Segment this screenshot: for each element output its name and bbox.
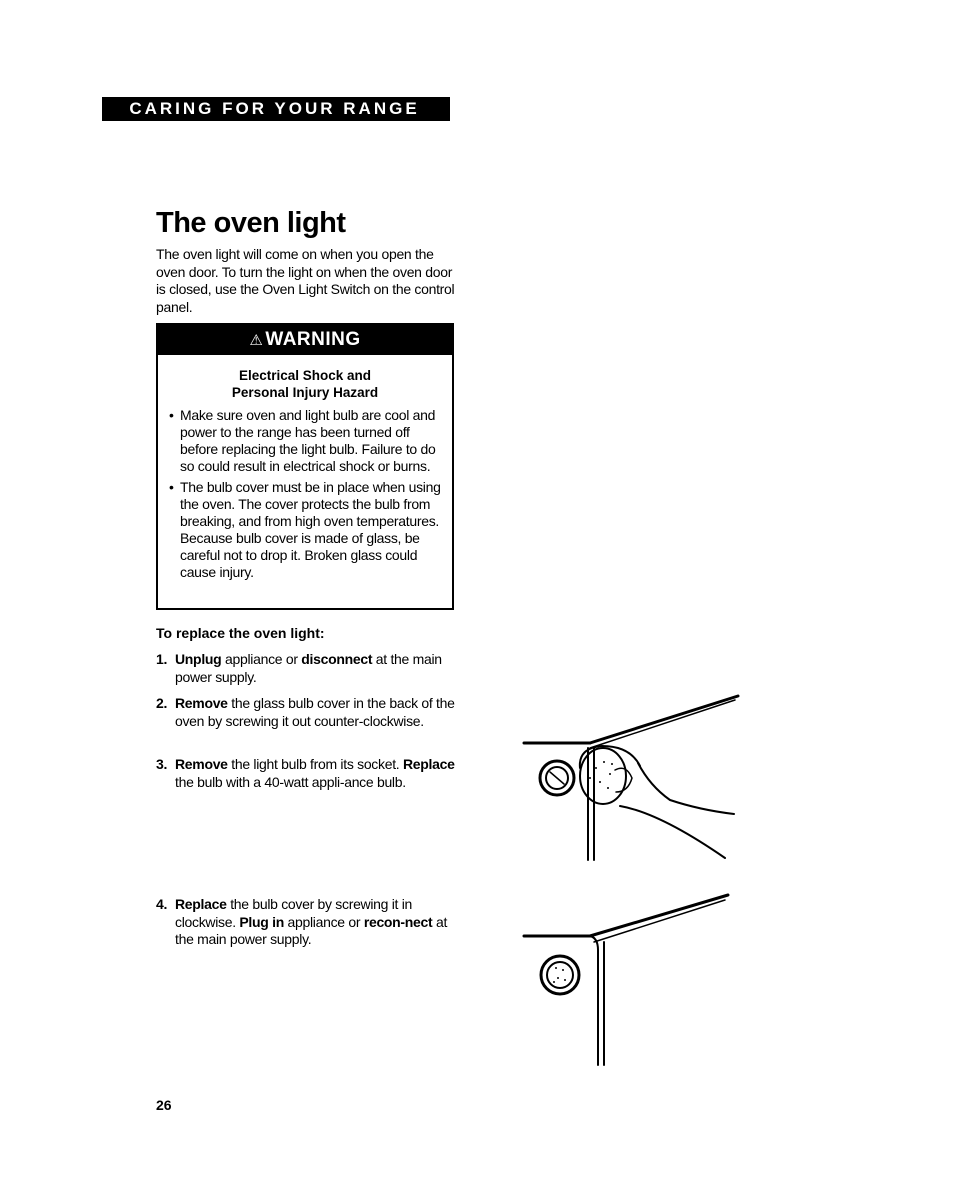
step-item [156, 756, 456, 791]
page-number: 26 [156, 1097, 172, 1113]
warning-label: WARNING [265, 329, 361, 350]
warning-item [168, 479, 444, 581]
install-bulb-illustration [520, 890, 735, 1070]
step-number: 1. [156, 651, 168, 667]
step-number: 4. [156, 896, 168, 912]
warning-header [158, 325, 452, 355]
hazard-title [158, 367, 452, 401]
hazard-title-line2: Personal Injury Hazard [231, 385, 379, 400]
step-item [156, 896, 456, 949]
step-number: 3. [156, 756, 168, 772]
step-item [156, 695, 456, 730]
warning-list [158, 407, 452, 581]
step-text: Unplug appliance or disconnect at the main power supply. [175, 651, 442, 685]
step-text: Replace the bulb cover by screwing it in clockwise. Plug in appliance or recon-nect at the main power supply. [175, 896, 448, 947]
remove-bulb-illustration [520, 688, 750, 868]
warning-item-text: The bulb cover must be in place when using the oven. The cover protects the bulb from breaking, and from high oven temperatures. Because bulb cover is made of glass, be careful not to drop it. Broken glass could cause injury. [180, 479, 441, 580]
steps-heading: To replace the oven light: [156, 625, 325, 641]
bullet-icon: • [169, 479, 174, 495]
step-item [156, 651, 456, 686]
step-number: 2. [156, 695, 168, 711]
step-text: Remove the glass bulb cover in the back of the oven by screwing it out counter-clockwise. [175, 695, 455, 729]
warning-box [156, 323, 454, 610]
step-text: Remove the light bulb from its socket. Replace the bulb with a 40-watt appli-ance bulb. [175, 756, 455, 790]
section-header-label: CARING FOR YOUR RANGE [129, 99, 420, 118]
page-title: The oven light [156, 207, 346, 239]
warning-item [168, 407, 444, 475]
section-header [102, 97, 450, 121]
warning-triangle-icon: ⚠ [249, 332, 264, 349]
bullet-icon: • [169, 407, 174, 423]
intro-paragraph: The oven light will come on when you open the oven door. To turn the light on when the oven door is closed, use the Oven Light Switch on the control panel. [156, 246, 455, 315]
warning-item-text: Make sure oven and light bulb are cool and power to the range has been turned off before replacing the light bulb. Failure to do so could result in electrical shock or burns. [180, 407, 436, 474]
hazard-title-line1: Electrical Shock and [238, 368, 372, 383]
